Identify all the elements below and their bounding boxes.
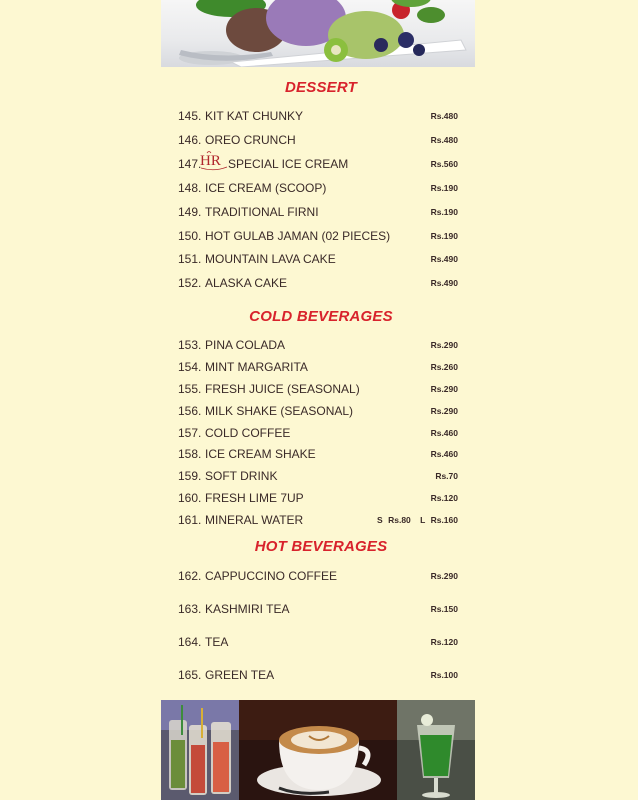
menu-item: 154. MINT MARGARITA Rs.260 xyxy=(178,360,458,374)
menu-item: 165. GREEN TEA Rs.100 xyxy=(178,668,458,682)
menu-item: 150. HOT GULAB JAMAN (02 PIECES) Rs.190 xyxy=(178,229,458,243)
menu-item: 145. KIT KAT CHUNKY Rs.480 xyxy=(178,109,458,123)
menu-item: 161. MINERAL WATER S Rs.80 L Rs.160 xyxy=(178,513,458,527)
menu-item: 148. ICE CREAM (SCOOP) Rs.190 xyxy=(178,181,458,195)
menu-item: 158. ICE CREAM SHAKE Rs.460 xyxy=(178,447,458,461)
menu-item: 160. FRESH LIME 7UP Rs.120 xyxy=(178,491,458,505)
cappuccino-photo xyxy=(239,700,397,800)
menu-item: 155. FRESH JUICE (SEASONAL) Rs.290 xyxy=(178,382,458,396)
menu-item: 156. MILK SHAKE (SEASONAL) Rs.290 xyxy=(178,404,458,418)
menu-item: 162. CAPPUCCINO COFFEE Rs.290 xyxy=(178,569,458,583)
beverage-photo-strip xyxy=(161,700,475,800)
menu-item: 152. ALASKA CAKE Rs.490 xyxy=(178,276,458,290)
menu-item: 153. PINA COLADA Rs.290 xyxy=(178,338,458,352)
hr-logo-icon xyxy=(199,150,229,172)
menu-item: 159. SOFT DRINK Rs.70 xyxy=(178,469,458,483)
menu-item: 157. COLD COFFEE Rs.460 xyxy=(178,426,458,440)
hot-beverages-heading: HOT BEVERAGES xyxy=(254,538,388,555)
hr-logo-text: HR xyxy=(200,153,221,169)
menu-item: 163. KASHMIRI TEA Rs.150 xyxy=(178,602,458,616)
size-prices: S Rs.80 L Rs.160 xyxy=(377,515,458,525)
menu-item: 149. TRADITIONAL FIRNI Rs.190 xyxy=(178,205,458,219)
menu-item: 164. TEA Rs.120 xyxy=(178,635,458,649)
dessert-heading: DESSERT xyxy=(285,79,357,96)
menu-item: 151. MOUNTAIN LAVA CAKE Rs.490 xyxy=(178,252,458,266)
cold-beverages-heading: COLD BEVERAGES xyxy=(249,308,393,325)
juice-glasses-photo xyxy=(161,700,239,800)
ice-cream-illustration xyxy=(161,0,475,67)
menu-item: 146. OREO CRUNCH Rs.480 xyxy=(178,133,458,147)
green-drink-photo xyxy=(397,700,475,800)
menu-item: 147. HR SPECIAL ICE CREAM Rs.560 xyxy=(178,157,458,175)
dessert-photo xyxy=(161,0,475,67)
